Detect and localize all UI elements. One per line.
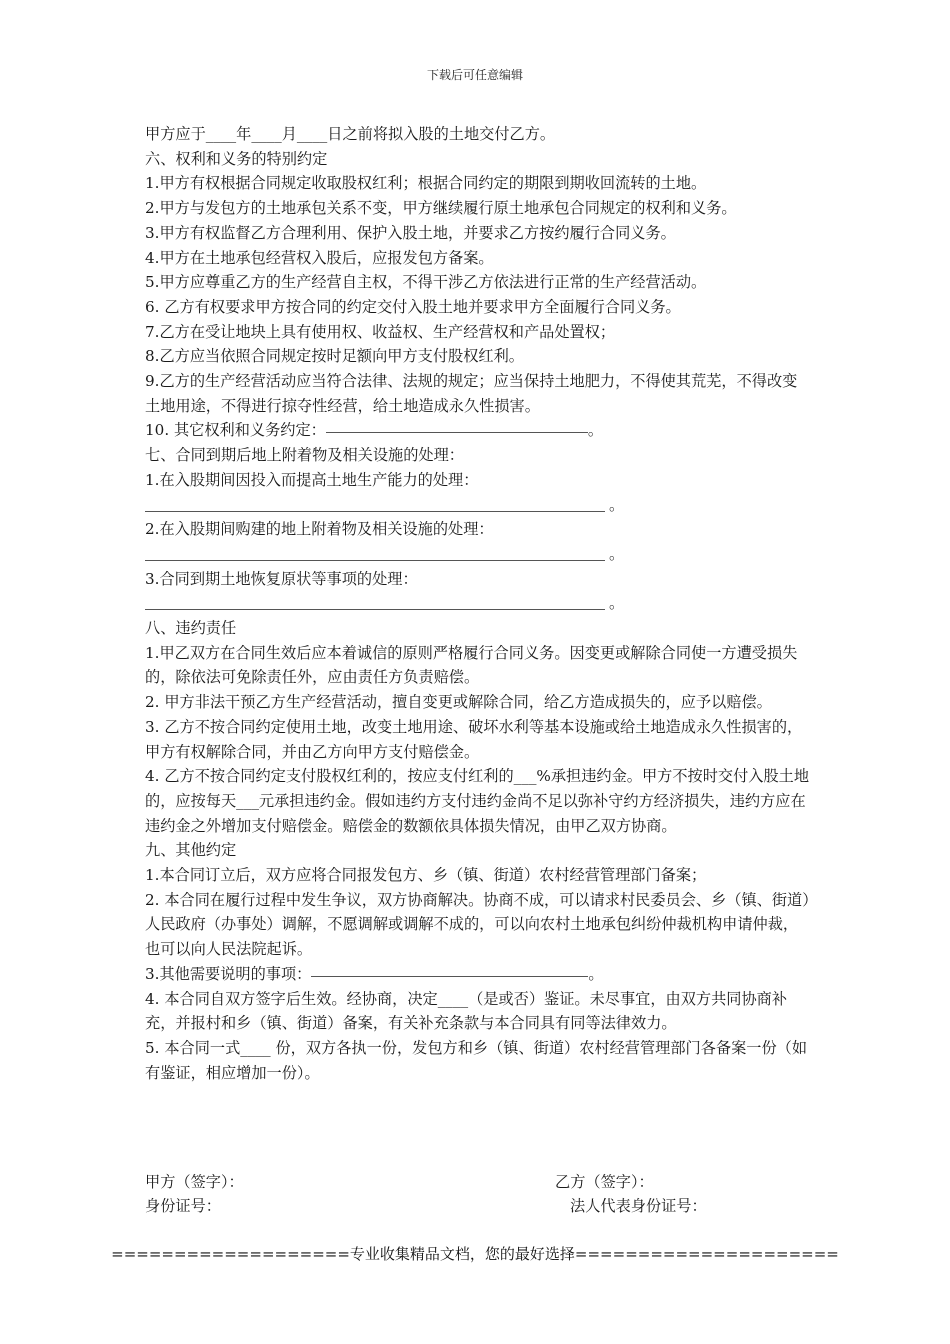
clause-9-4: 4. 本合同自双方签字后生效。经协商，决定____（是或否）鉴证。未尽事宜，由双方共同协商补充，并报村和乡（镇、街道）备案，有关补充条款与本合同具有同等法律效力。 — [145, 989, 788, 1033]
clause-8-4: 4. 乙方不按合同约定支付股权红利的，按应支付红利的___%承担违约金。甲方不按时交付入股土地的，应按每天___元承担违约金。假如违约方支付违约金尚不足以弥补守约方经济损失，违约方应在违约金之外增加支付赔偿金。赔偿金的数额依具体损失情况，由甲乙双方协商。 — [145, 767, 810, 835]
clause-7-2: 2.在入股期间购建的地上附着物及相关设施的处理： — [145, 520, 494, 539]
period-mark: 。 — [587, 421, 604, 440]
clause-6-6: 6. 乙方有权要求甲方按合同的约定交付入股土地并要求甲方全面履行合同义务。 — [145, 297, 681, 316]
party-a-signature-label: 甲方（签字）： — [145, 1173, 244, 1191]
section-heading-9: 九、其他约定 — [145, 841, 237, 860]
blank-line — [145, 609, 605, 610]
signature-block — [145, 1170, 810, 1220]
clause-9-5: 5. 本合同一式____ 份，双方各执一份，发包方和乡（镇、街道）农村经营管理部门各备案一份（如有鉴证，相应增加一份）。 — [145, 1038, 808, 1082]
contract-body — [145, 122, 810, 1085]
page-footer: ===================专业收集精品文档，您的最好选择===================== — [111, 1245, 839, 1263]
clause-6-5: 5.甲方应尊重乙方的生产经营自主权，不得干涉乙方依法进行正常的生产经营活动。 — [145, 273, 707, 292]
clause-6-8: 8.乙方应当依照合同规定按时足额向甲方支付股权红利。 — [145, 347, 524, 366]
clause-8-1: 1.甲乙双方在合同生效后应本着诚信的原则严格履行合同义务。因变更或解除合同使一方遭受损失的，除依法可免除责任外，应由责任方负责赔偿。 — [145, 643, 798, 687]
section-heading-6: 六、权利和义务的特别约定 — [145, 149, 328, 168]
party-b-id-label: 法人代表身份证号： — [570, 1197, 707, 1215]
blank-line — [145, 560, 605, 561]
blank-row — [145, 591, 810, 616]
blank-line — [326, 432, 588, 433]
clause-8-2: 2. 甲方非法干预乙方生产经营活动，擅自变更或解除合同，给乙方造成损失的，应予以赔偿。 — [145, 693, 772, 712]
section-heading-8: 八、违约责任 — [145, 619, 237, 638]
clause-6-10 — [145, 418, 810, 443]
clause-9-2: 2. 本合同在履行过程中发生争议，双方协商解决。协商不成，可以请求村民委员会、乡（镇、街道）人民政府（办事处）调解，不愿调解或调解不成的，可以向农村土地承包纠纷仲裁机构申请仲裁，也可以向人民法院起诉。 — [145, 890, 810, 959]
period-mark: 。 — [609, 495, 625, 514]
clause-7-1: 1.在入股期间因投入而提高土地生产能力的处理： — [145, 470, 479, 489]
party-b-signature-label: 乙方（签字）： — [555, 1173, 654, 1191]
clause-8-3: 3. 乙方不按合同约定使用土地，改变土地用途、破坏水利等基本设施或给土地造成永久性损害的，甲方有权解除合同，并由乙方向甲方支付赔偿金。 — [145, 717, 803, 761]
clause-9-3-label: 3.其他需要说明的事项： — [145, 964, 312, 983]
blank-row — [145, 542, 810, 567]
section-heading-7: 七、合同到期后地上附着物及相关设施的处理： — [145, 446, 464, 465]
period-mark: 。 — [609, 544, 625, 563]
blank-line — [311, 976, 588, 977]
clause-6-4: 4.甲方在土地承包经营权入股后，应报发包方备案。 — [145, 248, 494, 267]
clause-6-7: 7.乙方在受让地块上具有使用权、收益权、生产经营权和产品处置权； — [145, 322, 616, 341]
clause-6-10-label: 10. 其它权利和义务约定： — [145, 421, 326, 440]
clause-7-3: 3.合同到期土地恢复原状等事项的处理： — [145, 569, 418, 588]
clause-9-3 — [145, 962, 810, 987]
delivery-date-clause: 甲方应于____年____月____日之前将拟入股的土地交付乙方。 — [145, 125, 556, 143]
period-mark: 。 — [588, 964, 604, 983]
clause-6-1: 1.甲方有权根据合同规定收取股权红利；根据合同约定的期限到期收回流转的土地。 — [145, 174, 707, 193]
clause-9-1: 1.本合同订立后，双方应将合同报发包方、乡（镇、街道）农村经营管理部门备案； — [145, 866, 707, 885]
blank-row — [145, 493, 810, 518]
blank-line — [145, 511, 605, 512]
page-header: 下载后可任意编辑 — [426, 68, 523, 82]
party-a-id-label: 身份证号： — [145, 1197, 221, 1215]
period-mark: 。 — [609, 594, 625, 613]
clause-6-2: 2.甲方与发包方的土地承包关系不变，甲方继续履行原土地承包合同规定的权利和义务。 — [145, 199, 737, 218]
clause-6-3: 3.甲方有权监督乙方合理利用、保护入股土地，并要求乙方按约履行合同义务。 — [145, 223, 676, 242]
clause-6-9: 9.乙方的生产经营活动应当符合法律、法规的规定；应当保持土地肥力，不得使其荒芜，不得改变土地用途，不得进行掠夺性经营，给土地造成永久性损害。 — [145, 372, 798, 415]
